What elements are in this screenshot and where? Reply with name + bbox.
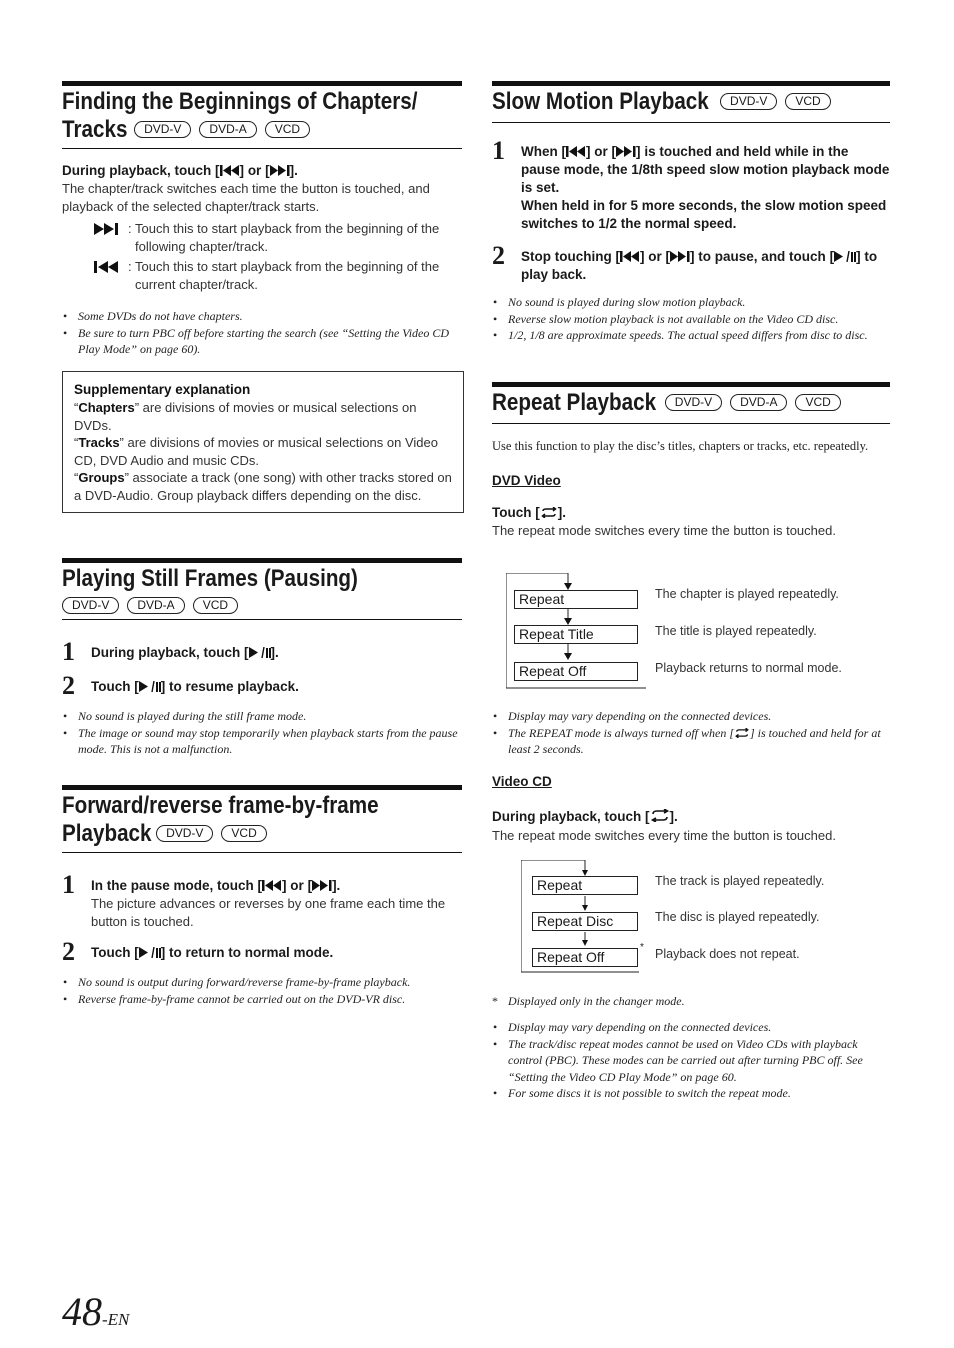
prev-icon: [ ]	[561, 144, 591, 159]
supp-tracks: “Tracks” are divisions of movies or musical selections on Video CD, DVD Audio and music CDs.	[74, 435, 438, 468]
note: • For some discs it is not possible to switch the repeat mode.	[492, 1085, 890, 1102]
section-title: Finding the Beginnings of Chapters/	[62, 88, 418, 115]
instruction: During playback, touch [ ].	[492, 809, 678, 824]
badge-vcd: VCD	[785, 93, 830, 110]
section-title-cont: Tracks	[62, 116, 128, 143]
section-header	[492, 382, 890, 424]
next-icon: [ ]	[665, 249, 695, 264]
notes	[492, 708, 890, 758]
section-still-frames	[62, 558, 462, 758]
badge-dvd-v: DVD-V	[62, 597, 119, 614]
play-pause-icon: [ ]	[134, 679, 166, 694]
note: • Display may vary depending on the connected devices.	[492, 1019, 890, 1036]
supp-groups: “Groups” associate a track (one song) with other tracks stored on a DVD-Audio. Group playback differs depending on the disc.	[74, 470, 452, 503]
badge-vcd: VCD	[265, 121, 310, 138]
instruction: During playback, touch [ ] or [ ].	[62, 163, 298, 178]
section-repeat	[492, 382, 890, 1122]
section-title: Playing Still Frames (Pausing)	[62, 565, 358, 592]
flow-desc: The disc is played repeatedly.	[655, 910, 820, 924]
note: • 1/2, 1/8 are approximate speeds. The actual speed differs from disc to disc.	[492, 327, 890, 344]
step-2: 2 Touch [ ] to return to normal mode.	[62, 937, 334, 966]
flow-desc: The title is played repeatedly.	[655, 624, 817, 638]
step-body: The picture advances or reverses by one frame each time the button is touched.	[91, 896, 446, 929]
video-cd-heading: Video CD	[492, 774, 552, 789]
flow-box-repeat-title: Repeat Title	[514, 625, 638, 644]
prev-desc: : Touch this to start playback from the beginning of the current chapter/track.	[62, 258, 462, 296]
next-icon: [ ].	[307, 878, 341, 893]
step-1: 1 When [ ] or [ ] is touched and held while in the pause mode, the 1/8th speed slow motion playback mode is set. When held in for 5 more seconds, the slow motion speed switches to 1/2 the normal speed.	[492, 136, 890, 231]
flow-desc: Playback does not repeat.	[655, 947, 800, 961]
notes	[62, 708, 462, 758]
note: • The REPEAT mode is always turned off when [ ] is touched and held for at least 2 seconds.	[492, 725, 890, 758]
note: • Some DVDs do not have chapters.	[62, 308, 462, 325]
dvd-video-heading: DVD Video	[492, 472, 561, 488]
section-title-cont: Playback	[62, 820, 152, 847]
dvd-repeat-flow	[506, 573, 896, 691]
notes	[62, 308, 462, 358]
section-slow-motion	[492, 81, 890, 344]
badge-dvd-a: DVD-A	[199, 121, 256, 138]
step-1: 1 During playback, touch [ ].	[62, 637, 279, 666]
flow-box-repeat-disc: Repeat Disc	[532, 912, 638, 931]
badge-vcd: VCD	[221, 825, 266, 842]
note: • Display may vary depending on the connected devices.	[492, 708, 890, 725]
section-title: Slow Motion Playback	[492, 88, 709, 115]
flow-box-repeat-off: Repeat Off	[514, 662, 638, 681]
play-pause-icon: [ ].	[244, 645, 279, 660]
prev-icon: [ ]	[257, 878, 287, 893]
next-icon: [ ].	[265, 163, 298, 178]
badge-vcd: VCD	[795, 394, 840, 411]
note: • No sound is played during the still frame mode.	[62, 708, 462, 725]
note: • Reverse slow motion playback is not available on the Video CD disc.	[492, 311, 890, 328]
note: • The image or sound may stop temporarily when playback starts from the pause mode. This is not a malfunction.	[62, 725, 462, 758]
badge-dvd-a: DVD-A	[127, 597, 184, 614]
prev-icon: [ ]	[615, 249, 645, 264]
notes	[492, 294, 890, 344]
repeat-icon: [ ].	[535, 504, 567, 520]
badge-dvd-v: DVD-V	[134, 121, 191, 138]
repeat-icon: [ ].	[645, 809, 678, 824]
play-pause-icon: [ ]	[829, 249, 861, 264]
vcd-repeat-flow	[521, 860, 901, 976]
instruction-body: The repeat mode switches every time the button is touched.	[492, 828, 836, 843]
badge-dvd-v: DVD-V	[665, 394, 722, 411]
next-desc: : Touch this to start playback from the beginning of the following chapter/track.	[62, 220, 462, 258]
flow-desc: The track is played repeatedly.	[655, 874, 825, 888]
footnote: * Displayed only in the changer mode.	[492, 994, 685, 1008]
instruction: Touch [ ].	[492, 504, 567, 520]
notes	[62, 974, 462, 1007]
next-icon	[94, 222, 122, 240]
badge-dvd-a: DVD-A	[730, 394, 787, 411]
page-number: 48-EN	[62, 1289, 130, 1334]
note: • Be sure to turn PBC off before starting the search (see “Setting the Video CD Play Mode” on page 60).	[62, 325, 462, 358]
instruction-body: The chapter/track switches each time the button is touched, and playback of the selected chapter/track starts.	[62, 181, 430, 214]
flow-box-repeat: Repeat	[514, 590, 638, 609]
flow-box-repeat: Repeat	[532, 876, 638, 895]
prev-icon	[94, 260, 122, 278]
intro: Use this function to play the disc’s titles, chapters or tracks, etc. repeatedly.	[492, 439, 869, 453]
play-pause-icon: [ ]	[134, 945, 166, 960]
flow-desc: The chapter is played repeatedly.	[655, 587, 839, 601]
disc-badges	[156, 825, 275, 843]
flow-box-repeat-off: Repeat Off	[532, 948, 638, 967]
prev-icon: [ ]	[215, 163, 245, 178]
note: • The track/disc repeat modes cannot be used on Video CDs with playback control (PBC). These modes can be carried out after turning PBC off. See “Setting the Video CD Play Mode” on page 60.	[492, 1036, 890, 1086]
section-frame-by-frame	[62, 785, 462, 1007]
note: • No sound is played during slow motion playback.	[492, 294, 890, 311]
note: • No sound is output during forward/reverse frame-by-frame playback.	[62, 974, 462, 991]
flow-desc: Playback returns to normal mode.	[655, 661, 842, 675]
note: • Reverse frame-by-frame cannot be carried out on the DVD-VR disc.	[62, 991, 462, 1008]
disc-badges	[720, 93, 839, 111]
supp-title: Supplementary explanation	[74, 382, 251, 397]
badge-vcd: VCD	[193, 597, 238, 614]
asterisk: *	[640, 942, 644, 953]
section-title: Repeat Playback	[492, 389, 657, 416]
notes	[492, 1019, 890, 1102]
section-header	[62, 558, 462, 620]
supp-chapters: “Chapters” are divisions of movies or musical selections on DVDs.	[74, 400, 417, 433]
supplementary-box	[62, 371, 464, 513]
section-title: Forward/reverse frame-by-frame	[62, 792, 379, 819]
disc-badges	[134, 121, 318, 139]
section-header	[62, 81, 462, 149]
step-1: 1 In the pause mode, touch [ ] or [ ]. The picture advances or reverses by one frame each time the button is touched.	[62, 877, 462, 930]
disc-badges	[62, 597, 462, 615]
badge-dvd-v: DVD-V	[156, 825, 213, 842]
step-2: 2 Touch [ ] to resume playback.	[62, 671, 299, 700]
repeat-icon	[734, 728, 750, 738]
step-2: 2 Stop touching [ ] or [ ] to pause, and touch [ ] to play back.	[492, 241, 878, 282]
next-icon: [ ]	[611, 144, 641, 159]
section-header	[492, 81, 890, 123]
disc-badges	[665, 394, 849, 412]
section-header	[62, 785, 462, 853]
badge-dvd-v: DVD-V	[720, 93, 777, 110]
instruction-body: The repeat mode switches every time the button is touched.	[492, 522, 836, 538]
section-finding-chapters	[62, 81, 462, 358]
